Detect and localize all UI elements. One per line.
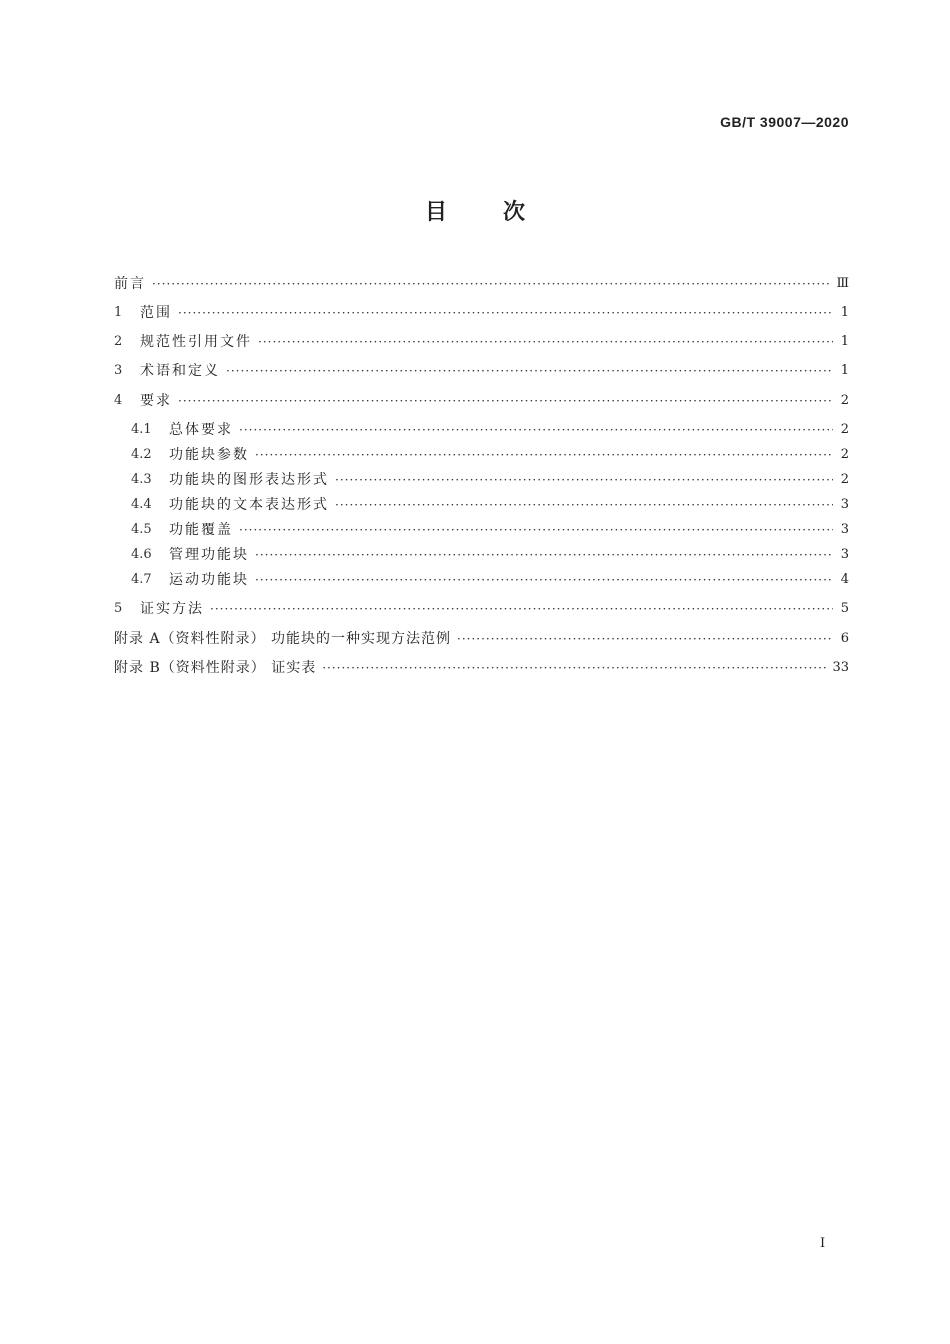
toc-label: 范围	[140, 305, 172, 321]
toc-page: Ⅲ	[836, 276, 849, 291]
toc-leader	[457, 629, 833, 649]
page-title	[0, 195, 950, 226]
toc-number: 4.1	[131, 422, 152, 437]
toc-page: 4	[840, 572, 849, 587]
toc-page: 3	[840, 522, 849, 537]
toc-number: 4.6	[131, 547, 152, 562]
toc-entry-4-6[interactable]	[131, 545, 849, 565]
toc-number: 3	[114, 363, 123, 378]
toc-page: 1	[840, 363, 849, 378]
toc-entry-4-3[interactable]	[131, 470, 849, 490]
toc-entry-4-7[interactable]	[131, 570, 849, 590]
toc-label: 要求	[140, 393, 172, 409]
toc-leader	[152, 274, 830, 294]
toc-entry-4-1[interactable]	[131, 420, 849, 440]
toc-page: 2	[840, 447, 849, 462]
toc-page: 2	[840, 472, 849, 487]
toc-leader	[226, 361, 833, 381]
toc-entry-4[interactable]	[114, 391, 849, 411]
toc-label: 功能覆盖	[169, 522, 233, 538]
toc-leader	[335, 495, 833, 515]
toc-page: 2	[840, 422, 849, 437]
toc-number: 2	[114, 334, 123, 349]
toc-leader	[255, 545, 833, 565]
toc-leader	[335, 470, 833, 490]
toc-number: 4.3	[131, 472, 152, 487]
toc-leader	[178, 391, 833, 411]
toc-entry-1[interactable]	[114, 303, 849, 323]
toc-leader	[239, 520, 833, 540]
toc-entry-foreword[interactable]	[114, 274, 849, 294]
toc-leader	[178, 303, 833, 323]
toc-page: 3	[840, 547, 849, 562]
toc-entry-annex-b[interactable]	[114, 658, 849, 678]
title-char-2: 次	[503, 200, 526, 225]
toc-leader	[255, 445, 833, 465]
footer-page-number: Ⅰ	[820, 1236, 826, 1251]
toc-entry-3[interactable]	[114, 361, 849, 381]
toc-page: 33	[832, 660, 849, 675]
toc-number: 4.7	[131, 572, 152, 587]
toc-label: 功能块的文本表达形式	[169, 497, 329, 513]
toc-label: 规范性引用文件	[140, 334, 252, 350]
toc-label: 总体要求	[169, 422, 233, 438]
toc-leader	[255, 570, 833, 590]
toc-label: 附录 A（资料性附录） 功能块的一种实现方法范例	[114, 631, 452, 647]
toc-number: 1	[114, 305, 123, 320]
toc-entry-2[interactable]	[114, 332, 849, 352]
toc-label: 功能块参数	[169, 447, 249, 463]
toc-page: 1	[840, 334, 849, 349]
toc-leader	[322, 658, 826, 678]
toc-label: 运动功能块	[169, 572, 249, 588]
toc-number: 4	[114, 393, 123, 408]
toc-page: 3	[840, 497, 849, 512]
toc-label: 管理功能块	[169, 547, 249, 563]
toc-page: 5	[840, 601, 849, 616]
toc-entry-4-4[interactable]	[131, 495, 849, 515]
toc-entry-4-2[interactable]	[131, 445, 849, 465]
toc-number: 4.2	[131, 447, 152, 462]
toc-label: 证实方法	[140, 601, 204, 617]
toc-entry-4-5[interactable]	[131, 520, 849, 540]
toc-leader	[210, 599, 833, 619]
toc-leader	[258, 332, 833, 352]
toc-number: 4.4	[131, 497, 152, 512]
toc-leader	[239, 420, 833, 440]
toc-label: 附录 B（资料性附录） 证实表	[114, 660, 317, 676]
toc-page: 6	[840, 631, 849, 646]
toc-number: 4.5	[131, 522, 152, 537]
toc-label: 功能块的图形表达形式	[169, 472, 329, 488]
standard-number: GB/T 39007—2020	[720, 114, 849, 130]
toc-label: 前言	[114, 276, 146, 292]
toc-entry-annex-a[interactable]	[114, 629, 849, 649]
toc-page: 2	[840, 393, 849, 408]
toc-label: 术语和定义	[140, 363, 220, 379]
toc-number: 5	[114, 601, 123, 616]
toc-page: 1	[840, 305, 849, 320]
toc-entry-5[interactable]	[114, 599, 849, 619]
title-char-1: 目	[424, 200, 447, 225]
